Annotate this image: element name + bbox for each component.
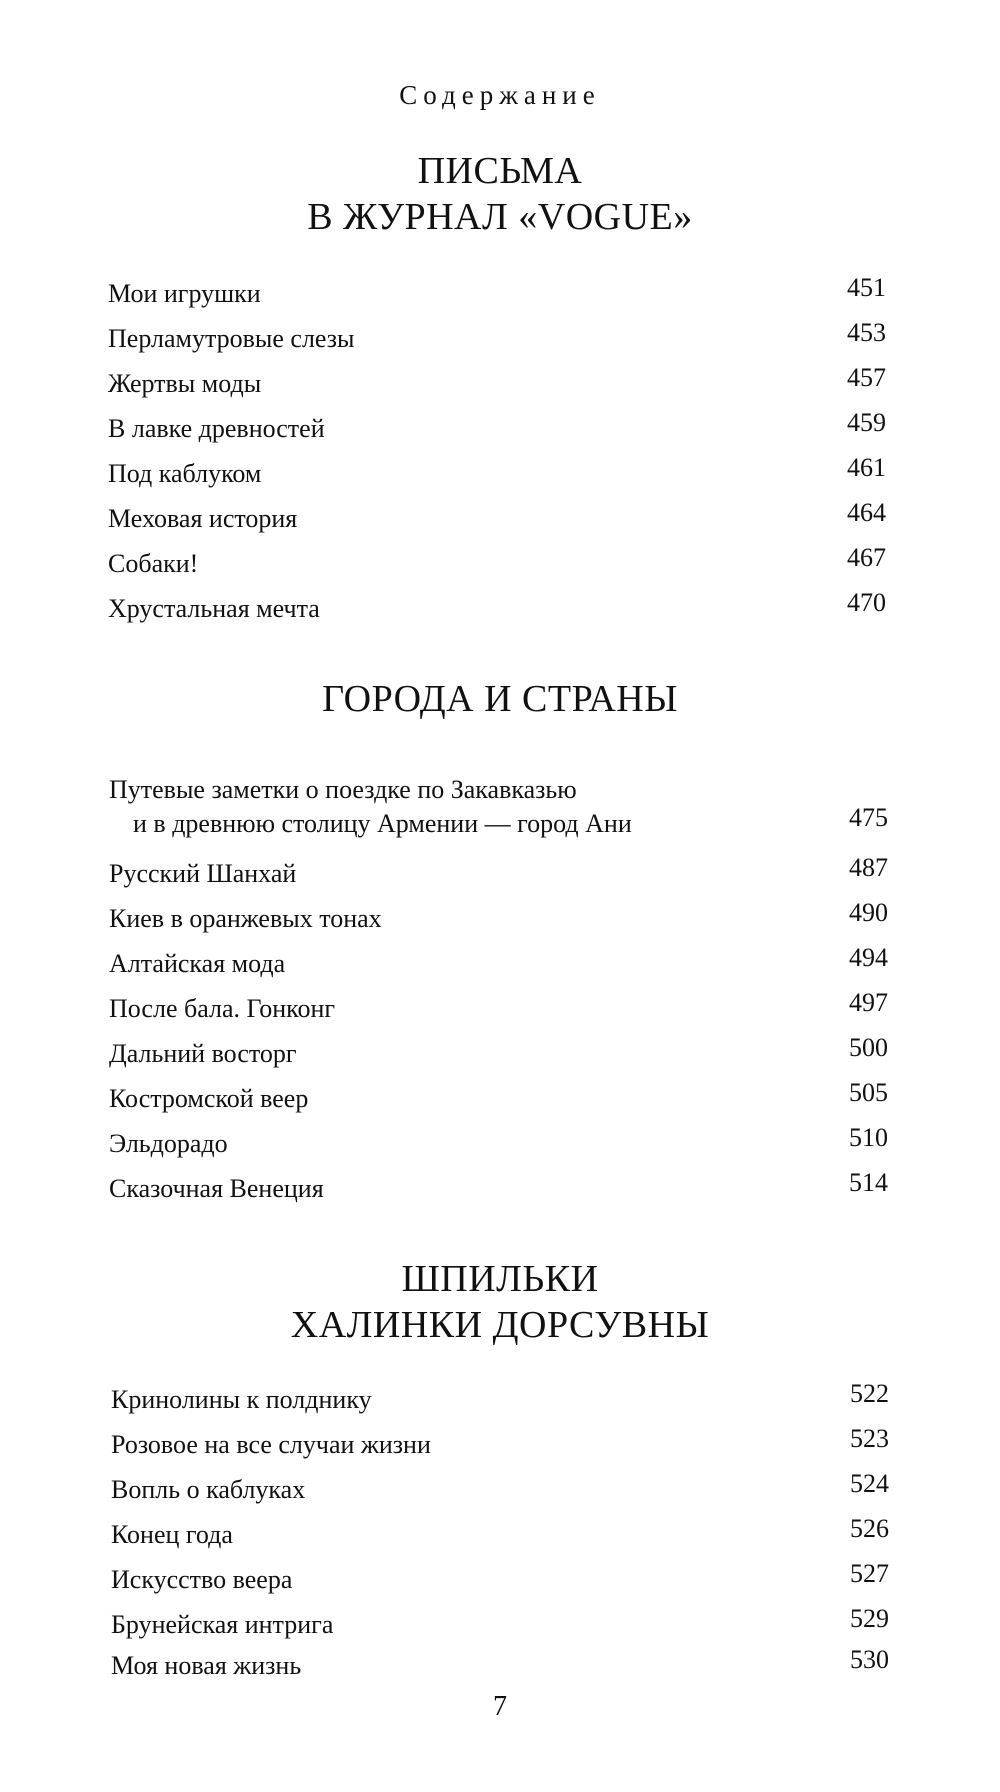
toc-entry-title: Меховая история bbox=[108, 504, 298, 533]
toc-entry-page: 497 bbox=[849, 988, 888, 1017]
toc-entry-title: Конец года bbox=[111, 1520, 233, 1549]
toc-entry-page: 490 bbox=[849, 898, 888, 927]
toc-entry-title: Кринолины к полднику bbox=[111, 1385, 372, 1414]
toc-entry-title: Розовое на все случаи жизни bbox=[111, 1430, 431, 1459]
section-title-line: ПИСЬМА bbox=[417, 150, 583, 192]
toc-entry-title: Моя новая жизнь bbox=[111, 1651, 302, 1680]
toc-entry-page: 522 bbox=[850, 1379, 889, 1408]
toc-entry-page: 526 bbox=[850, 1514, 889, 1543]
running-head: Содержание bbox=[399, 80, 601, 110]
toc-entry-page: 467 bbox=[847, 543, 886, 572]
toc-entry-page: 470 bbox=[847, 588, 886, 617]
toc-entry-page: 453 bbox=[847, 318, 886, 347]
toc-entry-title: Брунейская интрига bbox=[111, 1610, 334, 1639]
toc-entry-title: Костромской веер bbox=[109, 1084, 309, 1113]
toc-entry bbox=[109, 774, 888, 846]
toc-entry-title: Вопль о каблуках bbox=[111, 1475, 306, 1504]
toc-entry-page: 464 bbox=[847, 498, 886, 527]
section-title-line: ШПИЛЬКИ bbox=[401, 1258, 599, 1300]
toc-entry-page: 494 bbox=[849, 943, 888, 972]
toc-entry-title: Искусство веера bbox=[111, 1565, 293, 1594]
section-title-line: ХАЛИНКИ ДОРСУВНЫ bbox=[290, 1304, 710, 1346]
toc-entry-page: 461 bbox=[847, 453, 886, 482]
toc-entry-title: В лавке древностей bbox=[108, 414, 325, 443]
toc-entry-title: Сказочная Венеция bbox=[109, 1174, 324, 1203]
toc-entry-page: 514 bbox=[849, 1168, 888, 1197]
toc-entry-page: 500 bbox=[849, 1033, 888, 1062]
toc-entry-title: Эльдорадо bbox=[109, 1129, 228, 1158]
toc-entry-title: Киев в оранжевых тонах bbox=[109, 904, 382, 933]
toc-entry-title: Путевые заметки о поездке по Закавказью bbox=[109, 775, 577, 804]
page-number: 7 bbox=[493, 1691, 507, 1722]
toc-entry-title: Русский Шанхай bbox=[109, 859, 297, 888]
toc-entry-title: Жертвы моды bbox=[108, 369, 262, 398]
section-title-line: В ЖУРНАЛ «VOGUE» bbox=[307, 196, 693, 238]
toc-entry-title: Собаки! bbox=[108, 549, 199, 578]
toc-entry-page: 475 bbox=[849, 803, 888, 832]
toc-entry-page: 487 bbox=[849, 853, 888, 882]
toc-entry-title: Перламутровые слезы bbox=[108, 324, 355, 353]
toc-entry-title: После бала. Гонконг bbox=[109, 994, 336, 1023]
toc-entry-title: Мои игрушки bbox=[108, 279, 261, 308]
toc-entry-page: 451 bbox=[847, 273, 886, 302]
toc-entry-page: 530 bbox=[850, 1645, 889, 1674]
section-title-hairpins bbox=[0, 1256, 1000, 1348]
toc-entry-title: Дальний восторг bbox=[109, 1039, 297, 1068]
section-title-cities-countries bbox=[0, 676, 1000, 722]
toc-entry-page: 523 bbox=[850, 1424, 889, 1453]
toc-entry-page: 524 bbox=[850, 1469, 889, 1498]
toc-entry-page: 505 bbox=[849, 1078, 888, 1107]
toc-entry-title: Под каблуком bbox=[108, 459, 262, 488]
section-title-letters-vogue bbox=[0, 148, 1000, 240]
toc-entry-page: 527 bbox=[850, 1559, 889, 1588]
toc-entry-page: 457 bbox=[847, 363, 886, 392]
section-title-line: ГОРОДА И СТРАНЫ bbox=[322, 678, 678, 720]
toc-entry-title: Алтайская мода bbox=[109, 949, 286, 978]
toc-entry-title-continued: и в древнюю столицу Армении — город Ани bbox=[133, 809, 632, 838]
toc-entry-page: 510 bbox=[849, 1123, 888, 1152]
toc-entry-title: Хрустальная мечта bbox=[108, 594, 320, 623]
toc-entry-page: 529 bbox=[850, 1604, 889, 1633]
toc-entry-page: 459 bbox=[847, 408, 886, 437]
